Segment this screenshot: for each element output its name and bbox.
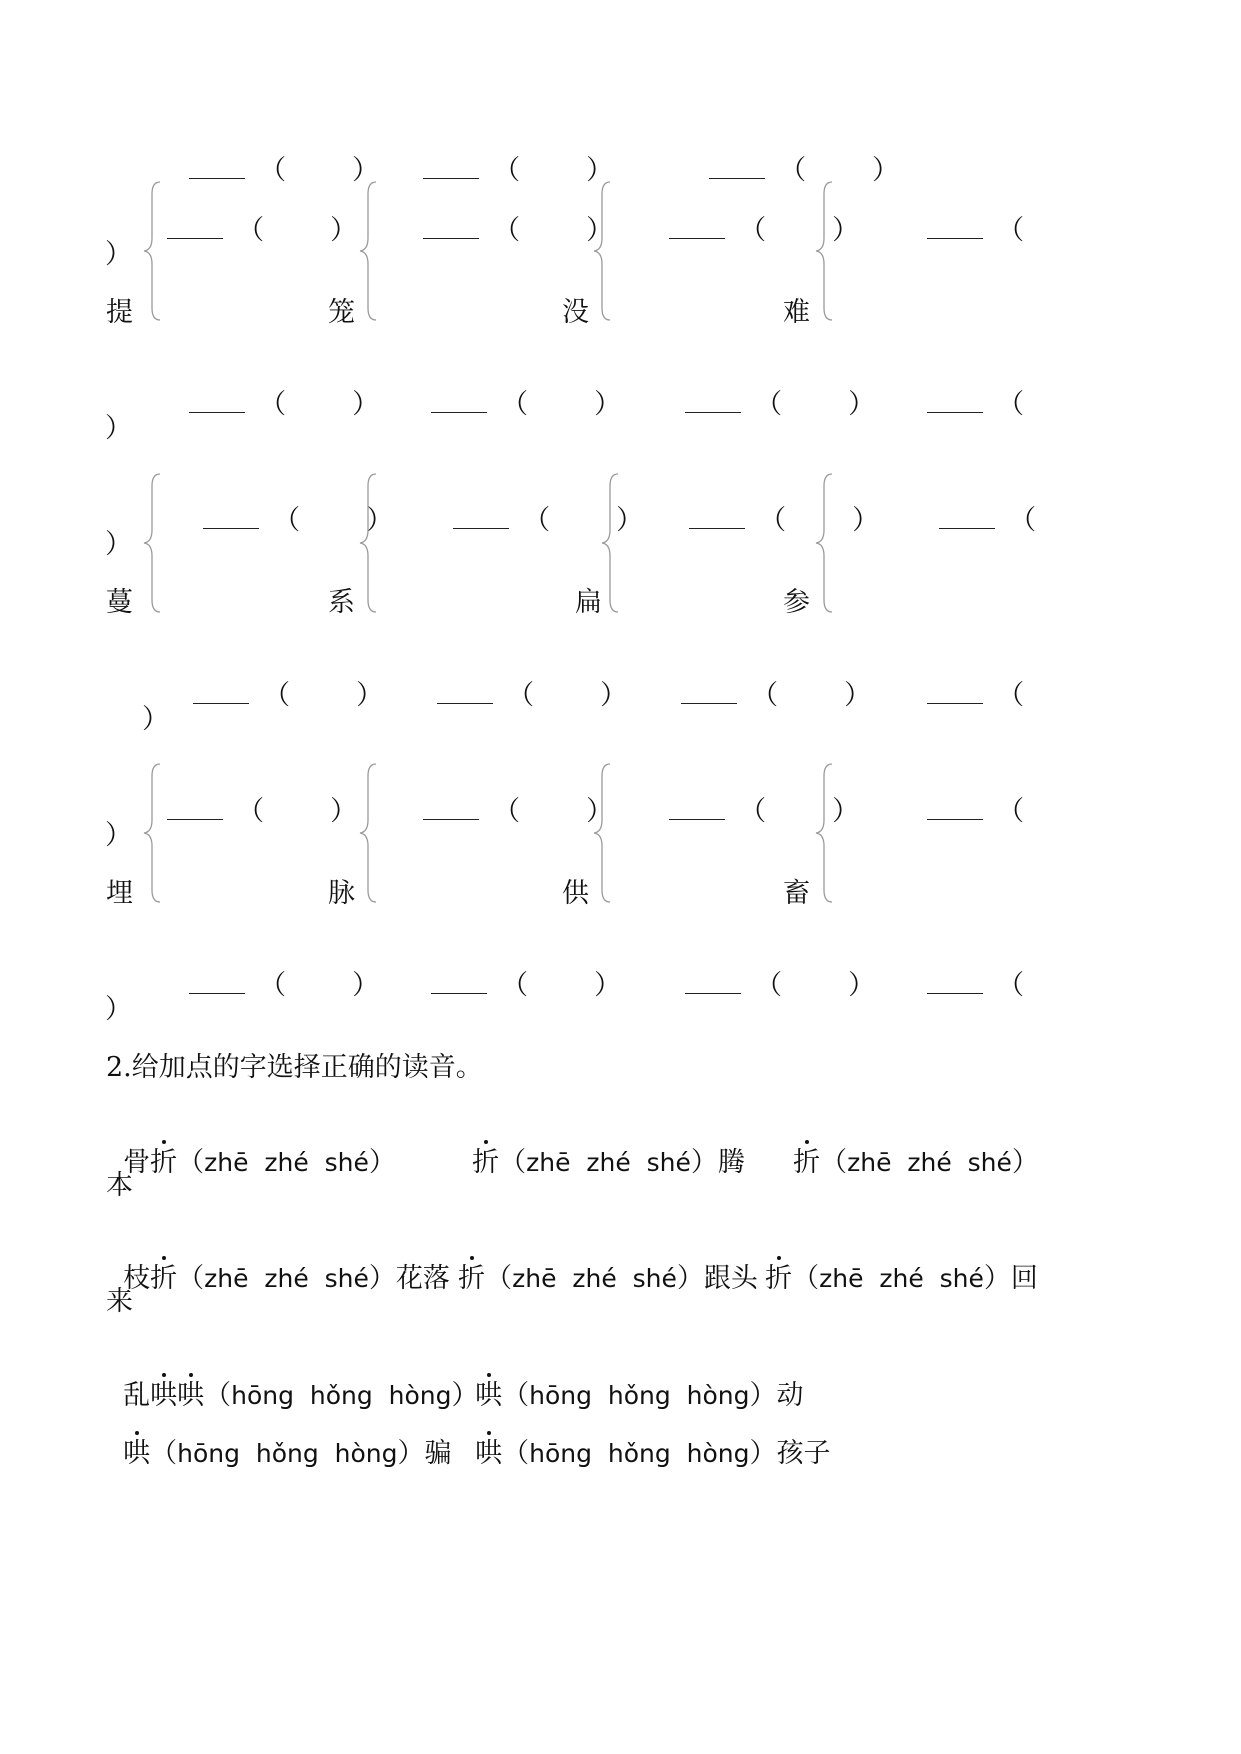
- pinyin-options: hōng hǒng hòng: [529, 1439, 750, 1468]
- blank-row: （ ）: [668, 935, 875, 1003]
- dotted-char: 哄: [475, 1380, 503, 1411]
- pinyin-options: zhē zhé shé: [204, 1264, 369, 1293]
- answer-blank[interactable]: [189, 156, 245, 179]
- blank-row: （ ）: [172, 354, 379, 422]
- answer-blank[interactable]: [927, 971, 983, 994]
- answer-blank[interactable]: [669, 216, 725, 239]
- answer-blank[interactable]: [437, 681, 493, 704]
- pinyin-options: hōng hǒng hòng: [231, 1381, 452, 1410]
- blank-row: （ ）: [436, 470, 643, 538]
- blank-row-top: （ ）: [172, 120, 379, 188]
- pinyin-options: zhē zhé shé: [512, 1264, 677, 1293]
- blank-row-top: （ ）: [692, 120, 899, 188]
- pinyin-line-3: 乱哄哄（hōng hǒng hòng）: [123, 1380, 479, 1411]
- group-char: 埋: [106, 878, 133, 909]
- dotted-char: 哄: [123, 1438, 151, 1469]
- brace-icon: [140, 472, 164, 614]
- blank-row: （ ）: [150, 761, 357, 829]
- answer-blank[interactable]: [927, 681, 983, 704]
- dotted-char: 折: [150, 1147, 178, 1178]
- answer-blank[interactable]: [423, 216, 479, 239]
- wrapped-paren: ）: [105, 239, 132, 270]
- blank-row: （: [910, 935, 1024, 1003]
- blank-row: （: [910, 180, 1024, 248]
- answer-blank[interactable]: [927, 216, 983, 239]
- blank-row: （ ）: [664, 645, 871, 713]
- blank-row: （ ）: [186, 470, 393, 538]
- wrapped-char: 来: [106, 1286, 133, 1317]
- brace-icon: [590, 180, 614, 322]
- pinyin-line-1: 骨折（zhē zhé shé）: [123, 1147, 396, 1178]
- pinyin-options: zhē zhé shé: [847, 1148, 1012, 1177]
- answer-blank[interactable]: [927, 797, 983, 820]
- group-char: 蔓: [106, 587, 133, 618]
- answer-blank[interactable]: [927, 390, 983, 413]
- dotted-char: 折: [765, 1263, 793, 1294]
- brace-icon: [598, 472, 622, 614]
- brace-icon: [812, 472, 836, 614]
- blank-row: （ ）: [414, 354, 621, 422]
- dotted-char: 哄: [475, 1438, 503, 1469]
- wrapped-paren: ）: [142, 704, 169, 735]
- pinyin-options: hōng hǒng hòng: [177, 1439, 398, 1468]
- wrapped-paren: ）: [105, 994, 132, 1025]
- brace-icon: [140, 762, 164, 904]
- dotted-char: 哄: [150, 1380, 178, 1411]
- answer-blank[interactable]: [453, 506, 509, 529]
- pinyin-options: hōng hǒng hòng: [529, 1381, 750, 1410]
- wrapped-paren: ）: [105, 413, 132, 444]
- answer-blank[interactable]: [685, 971, 741, 994]
- group-char: 笼: [328, 297, 355, 328]
- pinyin-item: 哄（hōng hǒng hòng）孩子: [475, 1438, 831, 1469]
- pinyin-options: zhē zhé shé: [819, 1264, 984, 1293]
- group-char: 扁: [575, 587, 602, 618]
- blank-row: （: [910, 761, 1024, 829]
- blank-row: （ ）: [420, 645, 627, 713]
- blank-row: （: [922, 470, 1036, 538]
- blank-row-top: （ ）: [406, 120, 613, 188]
- answer-blank[interactable]: [167, 797, 223, 820]
- pinyin-options: zhē zhé shé: [526, 1148, 691, 1177]
- brace-icon: [356, 762, 380, 904]
- question-2-title: 2.给加点的字选择正确的读音。: [106, 1052, 483, 1083]
- blank-row: （ ）: [414, 935, 621, 1003]
- answer-blank[interactable]: [681, 681, 737, 704]
- blank-row: （ ）: [150, 180, 357, 248]
- pinyin-options: zhē zhé shé: [204, 1148, 369, 1177]
- group-char: 畜: [783, 878, 810, 909]
- pinyin-item: 折（zhē zhé shé）跟头: [458, 1263, 758, 1294]
- group-char: 供: [562, 878, 589, 909]
- pinyin-item: 折（zhē zhé shé）回: [765, 1263, 1038, 1294]
- answer-blank[interactable]: [423, 156, 479, 179]
- brace-icon: [356, 180, 380, 322]
- dotted-char: 哄: [177, 1380, 205, 1411]
- group-char: 没: [562, 297, 589, 328]
- group-char: 提: [106, 297, 133, 328]
- answer-blank[interactable]: [685, 390, 741, 413]
- answer-blank[interactable]: [193, 681, 249, 704]
- brace-icon: [812, 180, 836, 322]
- pinyin-item: 哄（hōng hǒng hòng）动: [475, 1380, 804, 1411]
- dotted-char: 折: [458, 1263, 486, 1294]
- answer-blank[interactable]: [167, 216, 223, 239]
- answer-blank[interactable]: [689, 506, 745, 529]
- answer-blank[interactable]: [203, 506, 259, 529]
- blank-row: （ ）: [172, 935, 379, 1003]
- blank-row: （: [910, 354, 1024, 422]
- answer-blank[interactable]: [431, 390, 487, 413]
- answer-blank[interactable]: [431, 971, 487, 994]
- blank-row: （ ）: [406, 180, 613, 248]
- answer-blank[interactable]: [709, 156, 765, 179]
- brace-icon: [812, 762, 836, 904]
- pinyin-line-2: 枝折（zhē zhé shé）花落: [123, 1263, 450, 1294]
- answer-blank[interactable]: [939, 506, 995, 529]
- dotted-char: 折: [150, 1263, 178, 1294]
- group-char: 难: [783, 297, 810, 328]
- answer-blank[interactable]: [189, 971, 245, 994]
- blank-row: （ ）: [672, 470, 879, 538]
- blank-row: （ ）: [652, 180, 859, 248]
- group-char: 脉: [328, 878, 355, 909]
- answer-blank[interactable]: [669, 797, 725, 820]
- blank-row: （: [910, 645, 1024, 713]
- wrapped-paren: ）: [105, 820, 132, 851]
- blank-row: （ ）: [176, 645, 383, 713]
- wrapped-char: 本: [106, 1170, 133, 1201]
- blank-row: （ ）: [668, 354, 875, 422]
- pinyin-line-4: 哄（hōng hǒng hòng）骗: [123, 1438, 452, 1469]
- pinyin-item: 折（zhē zhé shé）: [793, 1147, 1039, 1178]
- brace-icon: [356, 472, 380, 614]
- dotted-char: 折: [472, 1147, 500, 1178]
- wrapped-paren: ）: [105, 529, 132, 560]
- brace-icon: [140, 180, 164, 322]
- dotted-char: 折: [793, 1147, 821, 1178]
- answer-blank[interactable]: [423, 797, 479, 820]
- pinyin-item: 折（zhē zhé shé）腾: [472, 1147, 745, 1178]
- blank-row: （ ）: [652, 761, 859, 829]
- answer-blank[interactable]: [189, 390, 245, 413]
- blank-row: （ ）: [406, 761, 613, 829]
- brace-icon: [590, 762, 614, 904]
- group-char: 参: [783, 587, 810, 618]
- group-char: 系: [328, 587, 355, 618]
